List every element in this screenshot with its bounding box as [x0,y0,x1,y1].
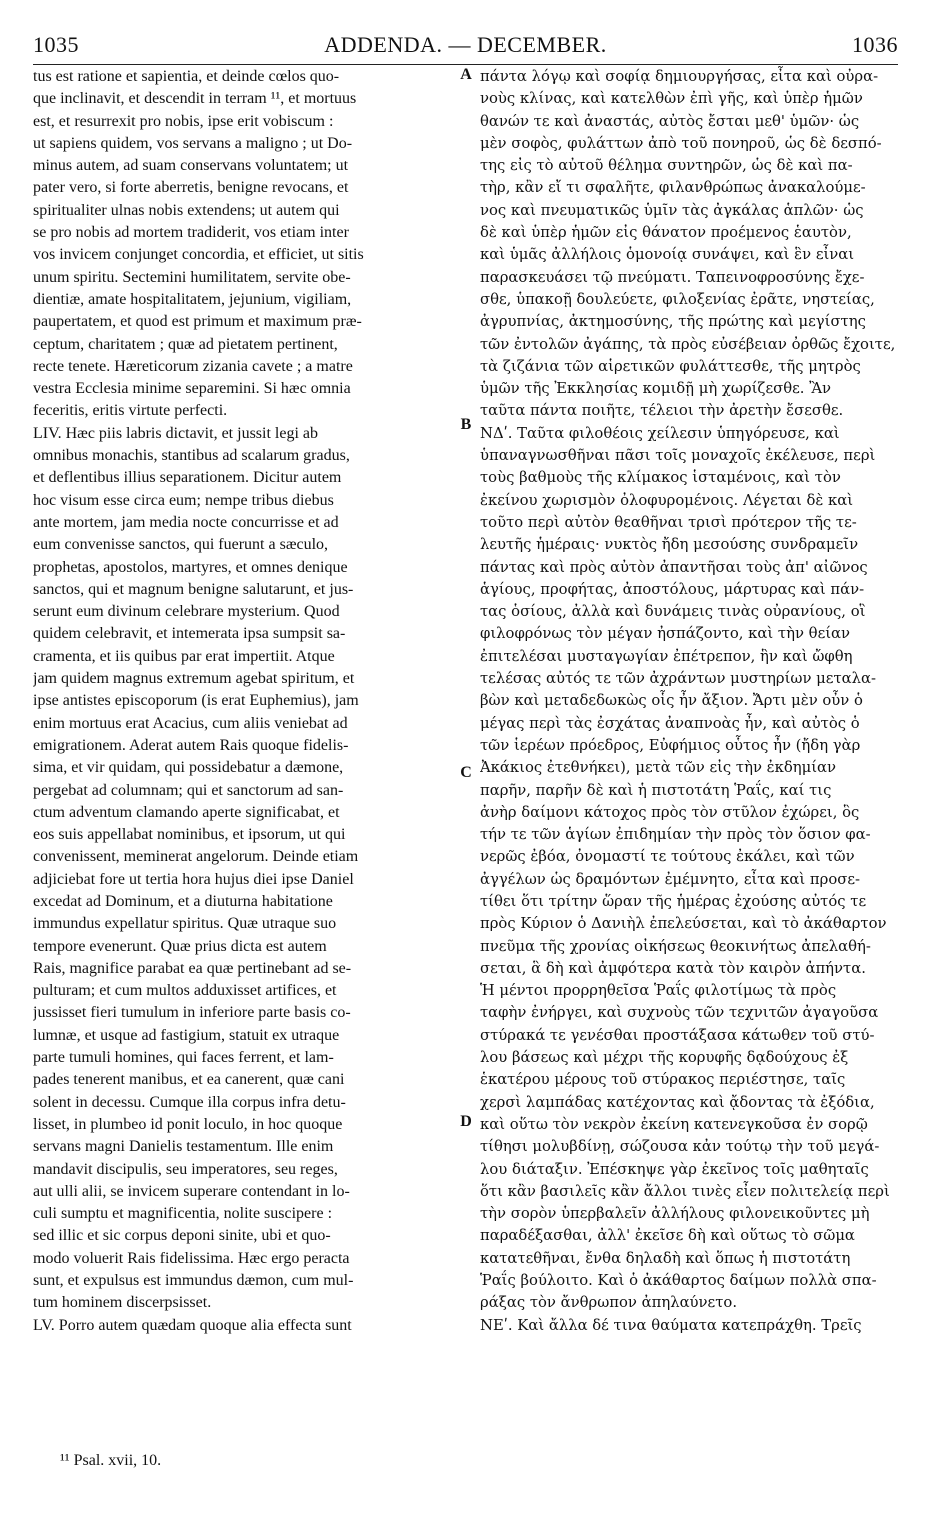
greek-text-line: ἀνὴρ δαίμονι κάτοχος πρὸς τὸν στῦλον ἐχώρει, ὃς [480,803,860,821]
greek-text-line: ταφὴν ἐνήργει, καὶ συχνοὺς τῶν τεχνιτῶν ἀγαγοῦσα [480,1004,879,1022]
greek-text-line: νοὺς κλίνας, καὶ κατελθὼν ἐπὶ γῆς, καὶ ὑπὲρ ἡμῶν [480,90,863,108]
latin-text-line: ipse antistes episcoporum (is erat Euphemius), jam [33,692,359,710]
greek-text-line: τοὺς βαθμοὺς τῆς κλίμακος ἱσταμένοις, καὶ τὸν [480,469,841,487]
latin-text-line: lumnæ, et usque ad fastigium, statuit ex utraque [33,1026,340,1044]
latin-text-line: sima, et vir quidam, qui possidebatur a dæmone, [33,759,344,777]
greek-text-line: Ῥαΐς βούλοιτο. Καὶ ὁ ἀκάθαρτος δαίμων πολλὰ σπα- [480,1272,877,1290]
greek-text-line: θανών τε καὶ ἀναστάς, αὐτὸς ἔσται μεθ' ὑμῶν· ὡς [480,112,860,130]
latin-text-line: emigrationem. Aderat autem Rais quoque fidelis- [33,736,349,754]
greek-text-line: πνεῦμα τῆς χρονίας οἰκήσεως θεοκινήτως ἀπελαθή- [480,937,871,955]
greek-text-line: τῶν ἱερέων πρόεδρος, Εὐφήμιος οὗτος ἦν (ἤδη γὰρ [480,736,861,754]
greek-text-line: λευτῆς ἡμέραις· νυκτὸς ἤδη μεσούσης συνδραμεῖν [480,536,859,554]
greek-text-line: λου διάταξιν. Ἐπέσκηψε γὰρ ἐκεῖνος τοῖς μαθηταῖς [480,1160,869,1178]
latin-text-line: mandavit discipulis, seu imperatores, seu reges, [33,1160,338,1178]
greek-text-line: τὴν σορὸν ὑπερβαλεῖν ἀλλήλους φιλονεικοῦντες μὴ [480,1205,870,1223]
greek-text-line: ἐπιτελέσαι μυσταγωγίαν ἐπέτρεπον, ἣν καὶ ὤφθη [480,647,853,665]
latin-text-line: LIV. Hæc piis labris dictavit, et jussit legi ab [33,424,318,442]
greek-text-line: πάντα λόγῳ καὶ σοφίᾳ δημιουργήσας, εἶτα καὶ οὐρα- [480,68,879,85]
latin-text-line: tempore evenerunt. Quæ prius dicta est autem [33,937,327,955]
latin-text-line: eos suis appellabat nominibus, et ipsorum, ut qui [33,826,346,844]
greek-text-line: ταῦτα πάντα ποιῆτε, τέλειοι τὴν ἀρετὴν ἔσεσθε. [480,402,844,420]
latin-text-line: pulturam; et cum multos adduxisset artifices, et [33,982,337,1000]
latin-text-line: solent in decessu. Cumque illa corpus infra detu- [33,1093,346,1111]
greek-column [480,66,898,1337]
latin-text-line: vos invicem conjunget concordia, et efficiet, ut sitis [33,246,364,264]
greek-text-line: νος καὶ πνευματικῶς ὑμῖν τὰς ἀγκάλας ἁπλῶν· ὡς [480,201,864,219]
greek-text-line: ἀγρυπνίας, ἀκτημοσύνης, τῆς πρώτης καὶ μεγίστης [480,313,866,331]
latin-text-line: modo voluerit Rais fidelissima. Hæc ergo peracta [33,1249,350,1267]
latin-text-line: recte tenete. Hæreticorum zizania cavete ; a matre [33,357,353,375]
latin-text-line: culi sumptu et magnificentia, nolite suscipere : [33,1205,333,1223]
latin-text-line: minus autem, ad suam conservans voluntatem; ut [33,157,349,175]
latin-text-line: LV. Porro autem quædam quoque alia effecta sunt [33,1316,352,1334]
greek-text-line: παρασκευάσει τῷ πνεύματι. Ταπεινοφροσύνης ἔχε- [480,268,865,286]
page-number-right: 1036 [852,32,898,57]
greek-text-line: Ἀκάκιος ἐτεθνήκει), μετὰ τῶν εἰς τὴν ἐκδημίαν [480,759,837,777]
latin-text-line: unum spiritu. Sectemini humilitatem, servite obe- [33,268,351,286]
marker-b: B [460,416,472,433]
latin-text-line: ante mortem, jam media nocte concurrisse et ad [33,513,339,531]
greek-text-line: κατατεθῆναι, ἔνθα δηλαδὴ καὶ ὅπως ἡ πιστοτάτη [480,1249,851,1267]
greek-text-line: τήν τε τῶν ἁγίων ἐπιδημίαν τὴν πρὸς τὸν ὅσιον φα- [480,826,871,844]
latin-text-line: prophetas, apostolos, martyres, et omnes denique [33,558,348,576]
latin-text-line: feceritis, eritis virtute perfecti. [33,402,228,420]
latin-text-line: sanctos, qui et magnum benigne salutarunt, et jus- [33,580,354,598]
footnote: ¹¹ Psal. xvii, 10. [60,1452,162,1469]
latin-text-line: omnibus monachis, stantibus ad scalarum gradus, [33,447,350,465]
latin-text-line: jussisset fieri tumulum in inferiore parte basis co- [33,1004,351,1022]
greek-text-line: σεται, ἃ δὴ καὶ ἀμφότερα κατὰ τὸν καιρὸν ἀπήντα. [480,959,866,977]
latin-text-line: aut ulli alii, se invicem superare contendant in lo- [33,1182,350,1200]
greek-text-line: ΝΕʹ. Καὶ ἄλλα δέ τινα θαύματα κατεπράχθη. Τρεῖς [480,1316,862,1334]
latin-text-line: sunt, et expulsus est immundus dæmon, cum mul- [33,1272,354,1290]
greek-text-line: ὑμῶν τῆς Ἐκκλησίας κομιδῇ μὴ χωρίζεσθε. Ἂν [480,380,832,398]
latin-text-line: pergebat ad columnam; qui et sanctorum ad san- [33,781,344,799]
latin-text-line: pater vero, si forte aberretis, benigne revocans, et [33,179,349,197]
greek-text-line: μέγας περὶ τὰς ἐσχάτας ἀναπνοὰς ἦν, καὶ αὐτὸς ὁ [480,714,860,732]
latin-text-line: tum hominem discerpsisset. [33,1294,212,1312]
greek-text-line: Ἡ μέντοι προρρηθεῖσα Ῥαΐς φιλοτίμως τὰ πρὸς [480,982,837,1000]
latin-text-line: ctum adventum clamando aperte significabat, et [33,803,340,821]
greek-text-line: ΝΔʹ. Ταῦτα φιλοθέοις χείλεσιν ὑπηγόρευσε, καὶ [480,424,840,442]
greek-text-line: πάντας καὶ πρὸς αὐτὸν ἀπαντῆσαι τοὺς ἀπ' αἰῶνος [480,558,868,576]
greek-text-line: τας ὁσίους, ἀλλὰ καὶ δυνάμεις τινὰς οὐρανίους, οἳ [480,603,866,621]
latin-text-line: vestra Ecclesia minime separemini. Si hæc omnia [33,380,351,398]
greek-text-line: σθε, ὑπακοῇ δουλεύετε, φιλοξενίας ἐρᾶτε, νηστείας, [480,290,875,308]
latin-text-line: lisset, in plumbeo id ponit loculo, in hoc quoque [33,1115,343,1133]
latin-text-line: hoc visum esse circa eum; nempe tribus diebus [33,491,334,509]
latin-text-line: se pro nobis ad mortem tradiderit, vos etiam inter [33,224,349,242]
greek-text-line: της εἰς τὸ αὐτοῦ θέλημα συντηρῶν, ὡς δὲ καὶ πα- [480,157,853,175]
greek-text-line: μὲν σοφὸς, φυλάττων ἀπὸ τοῦ πονηροῦ, ὡς δὲ δεσπό- [480,134,882,152]
greek-text-line: νερῶς ἐβόα, ὀνομαστί τε τούτους ἐκάλει, καὶ τῶν [480,848,855,866]
greek-text-line: ὑπαναγνωσθῆναι πᾶσι τοῖς μοναχοῖς ἐκέλευσε, περὶ [480,447,876,465]
latin-text-line: excedat ad Dominum, et a diuturna habitatione [33,892,333,910]
latin-text-line: tus est ratione et sapientia, et deinde cœlos quo- [33,68,340,85]
latin-text-line: jam quidem magnus extremum agebat spiritum, et [33,670,355,688]
latin-text-line: immundus expellatur spiritus. Quæ utraque suo [33,915,337,933]
greek-text-line: καὶ ὑμᾶς ἀλλήλοις ὁμονοίᾳ συνάψει, καὶ ἓν εἶναι [480,246,855,264]
greek-text-line: τὰ ζιζάνια τῶν αἱρετικῶν φυλάττεσθε, τῆς μητρὸς [480,357,861,375]
page-number-left: 1035 [33,32,79,57]
greek-text-line: πρὸς Κύριον ὁ Δανιὴλ ἐπελεύσεται, καὶ τὸ ἀκάθαρτον [480,915,887,933]
latin-text-line: sed illic et sic corpus deponi sinite, ubi et quo- [33,1227,331,1245]
latin-text-line: spiritualiter ulnas nobis extendens; ut autem qui [33,201,340,219]
greek-text-line: παρῆν, παρῆν δὲ καὶ ἡ πιστοτάτη Ῥαΐς, καί τις [480,781,832,799]
greek-text-line: τίθησι μολυβδίνῃ, σώζουσα κἀν τούτῳ τὴν τοῦ μεγά- [480,1138,880,1156]
latin-text-line: paupertatem, et quod est primum et maximum præ- [33,313,362,331]
greek-text-line: τελέσας αὐτός τε τῶν ἀχράντων μυστηρίων μεταλα- [480,670,877,688]
latin-text-line: Rais, magnifice parabat ea quæ pertinebant ad se- [33,959,352,977]
greek-text-line: δὲ καὶ ὑπὲρ ἡμῶν εἰς θάνατον προέμενος ἑαυτὸν, [480,224,852,242]
latin-text-line: cramenta, et iis quibus par erat impertiit. Atque [33,647,335,665]
latin-text-line: dientiæ, amate hospitalitatem, jejunium, vigiliam, [33,290,352,308]
greek-text-line: ἑκατέρου μέρους τοῦ στύρακος περιέστησε, ταῖς [480,1071,846,1089]
greek-text-line: παραδέξασθαι, ἀλλ' ἐκεῖσε δὴ καὶ οὕτως τὸ σῶμα [480,1227,855,1245]
greek-text-line: βὼν καὶ μεταδεδωκὼς οἷς ἦν ἄξιον. Ἄρτι μὲν οὖν ὁ [480,692,863,710]
greek-text-line: ἀγγέλων ὡς δραμόντων ἐμέμνητο, εἶτα καὶ προσε- [480,870,861,888]
greek-text-line: στύρακά τε γενέσθαι προστάξασα κάτωθεν τοῦ στύ- [480,1026,875,1044]
marker-c: C [460,764,472,781]
latin-text-line: pades tenerent manibus, et ea canerent, quæ cani [33,1071,345,1089]
latin-text-line: est, et resurrexit pro nobis, ipse erit vobiscum : [33,112,334,130]
greek-text-line: καὶ οὕτω τὸν νεκρὸν ἐκείνη κατενεγκοῦσα ἐν σορῷ [480,1115,868,1133]
greek-text-line: ὅτι κἂν βασιλεῖς κἂν ἄλλοι τινὲς εἶεν πολιτελείᾳ περὶ [480,1182,890,1200]
greek-text-line: ἁγίους, προφήτας, ἀποστόλους, μάρτυρας καὶ πάν- [480,580,865,598]
latin-text-line: adjiciebat fore ut tertia hora hujus diei ipse Daniel [33,870,354,888]
greek-text-line: τίθει ὅτι τρίτην ὥραν τῆς ἡμέρας ἐχούσης αὐτός τε [480,892,867,910]
marker-d: D [460,1113,472,1130]
greek-text-line: φιλοφρόνως τὸν μέγαν ἠσπάζοντο, καὶ τὴν θείαν [480,625,851,643]
running-title: ADDENDA. — DECEMBER. [324,32,607,57]
latin-text-line: parte tumuli homines, qui faces ferrent, et lam- [33,1049,334,1067]
greek-text-line: τοῦτο περὶ αὐτὸν θεαθῆναι τρισὶ πρότερον τῆς τε- [480,513,857,531]
latin-text-line: convenissent, meminerat angelorum. Deinde etiam [33,848,359,866]
latin-text-line: ceptum, charitatem ; quæ ad pietatem pertinent, [33,335,338,353]
latin-text-line: serunt eum divinum celebrare mysterium. Quod [33,603,340,621]
latin-text-line: quidem celebravit, et intemerata ipsa sumpsit sa- [33,625,346,643]
latin-text-line: que inclinavit, et descendit in terram ¹¹, et mortuus [33,90,357,108]
latin-text-line: ut sapiens quidem, vos servans a maligno ; ut Do- [33,134,353,152]
greek-text-line: ἐκείνου χωρισμὸν ὀλοφυρομένοις. Λέγεται δὲ καὶ [480,491,854,509]
greek-text-line: χερσὶ λαμπάδας κατέχοντας καὶ ᾄδοντας τὰ ἐξόδια, [480,1093,875,1111]
greek-text-line: τὴρ, κἂν εἴ τι σφαλῆτε, φιλανθρώπως ἀνακαλούμε- [480,179,866,197]
page-header [33,30,898,65]
latin-column [33,66,455,1337]
greek-text-line: τῶν ἐντολῶν ἀγάπης, τὰ πρὸς εὐσέβειαν ὀρθῶς ἔχοιτε, [480,335,896,353]
latin-text-line: servans magni Danielis testamentum. Ille enim [33,1138,334,1156]
latin-text-line: et deflentibus illius separationem. Dicitur autem [33,469,342,487]
latin-text-line: enim mortuus erat Acacius, cum aliis veniebat ad [33,714,348,732]
latin-text-line: eum convenisse sanctos, qui fuerunt a sæculo, [33,536,329,554]
greek-text-line: λου βάσεως καὶ μέχρι τῆς κορυφῆς δᾳδούχους ἐξ [480,1049,849,1067]
marker-a: A [460,66,472,83]
greek-text-line: ράξας τὸν ἄνθρωπον ἀπηλαύνετο. [480,1294,738,1312]
